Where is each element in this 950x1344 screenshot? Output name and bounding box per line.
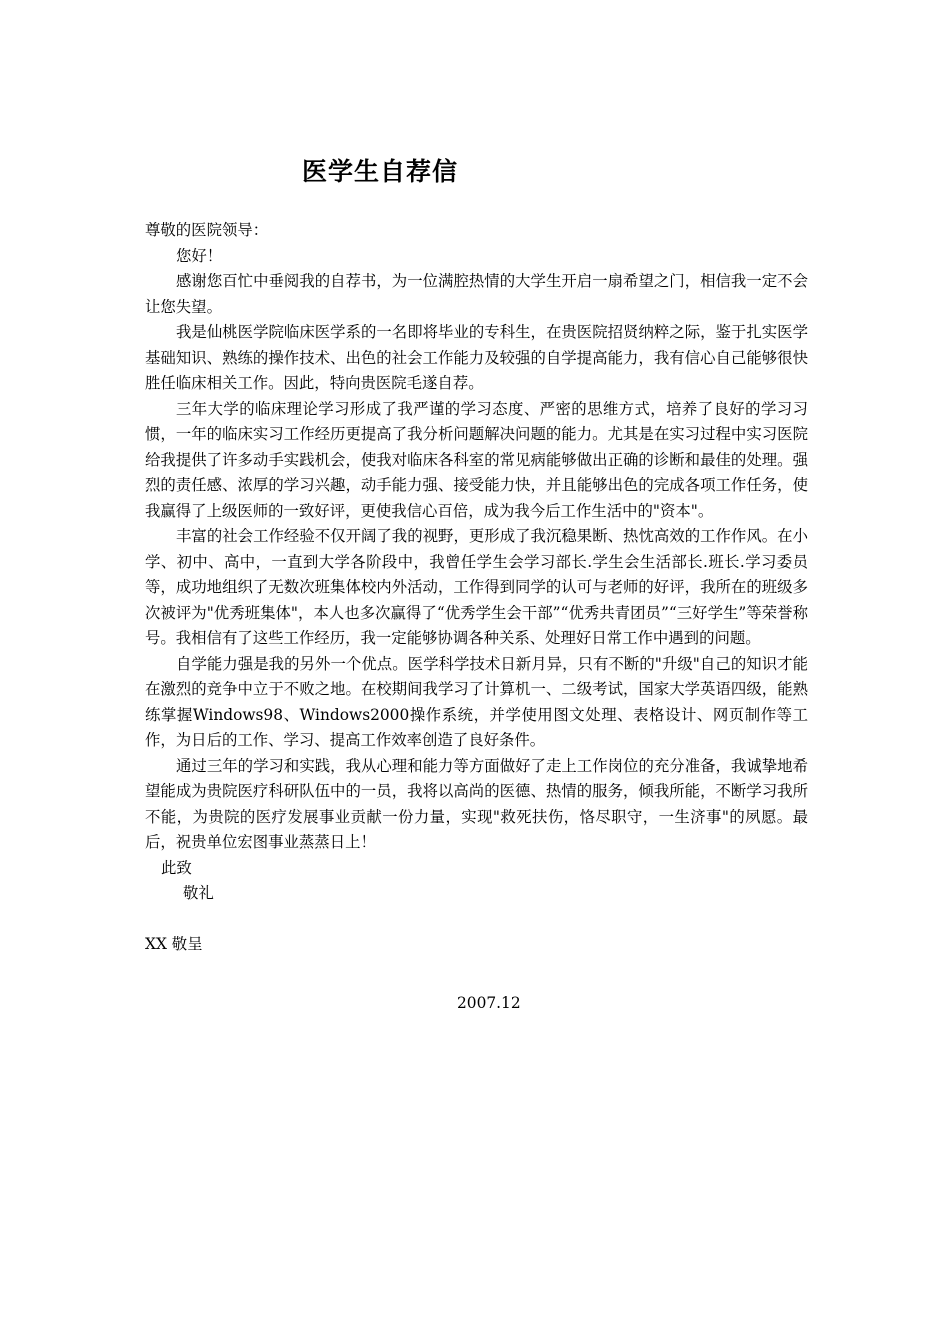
paragraph-introduction: 我是仙桃医学院临床医学系的一名即将毕业的专科生，在贵医院招贤纳粹之际，鉴于扎实医学基础知识、熟练的操作技术、出色的社会工作能力及较强的自学提高能力，我有信心自己能够很快胜任临床相关工作。因此，特向贵医院毛遂自荐。 (145, 323, 808, 392)
paragraph-conclusion: 通过三年的学习和实践，我从心理和能力等方面做好了走上工作岗位的充分准备，我诚挚地希望能成为贵院医疗科研队伍中的一员，我将以高尚的医德、热情的服务，倾我所能，不断学习我所不能，为贵院的医疗发展事业贡献一份力量，实现"救死扶伤，恪尽职守，一生济事"的夙愿。最后，祝贵单位宏图事业蒸蒸日上！ (145, 756, 808, 851)
letter-title: 医学生自荐信 (302, 157, 459, 186)
closing-salute: 敬礼 (183, 884, 214, 902)
spacer (145, 907, 808, 932)
greeting: 您好！ (176, 246, 223, 265)
paragraph-self-learning: 自学能力强是我的另外一个优点。医学科学技术日新月异，只有不断的"升级"自己的知识才能在激烈的竞争中立于不败之地。在校期间我学习了计算机一、二级考试，国家大学英语四级，能熟练掌握Windows98、Windows2000操作系统，并学使用图文处理、表格设计、网页制作等工作，为日后的工作、学习、提高工作效率创造了良好条件。 (145, 654, 808, 749)
letter-date: 2007.12 (457, 994, 521, 1012)
paragraph-study: 三年大学的临床理论学习形成了我严谨的学习态度、严密的思维方式，培养了良好的学习习惯，一年的临床实习工作经历更提高了我分析问题解决问题的能力。尤其是在实习过程中实习医院给我提供了许多动手实践机会，使我对临床各科室的常见病能够做出正确的诊断和最佳的处理。强烈的责任感、浓厚的学习兴趣，动手能力强、接受能力快，并且能够出色的完成各项工作任务，使我赢得了上级医师的一致好评，更使我信心百倍，成为我今后工作生活中的"资本"。 (145, 399, 808, 520)
paragraph-thanks: 感谢您百忙中垂阅我的自荐书，为一位满腔热情的大学生开启一扇希望之门，相信我一定不会让您失望。 (145, 272, 808, 316)
signature: XX 敬呈 (145, 934, 203, 953)
salutation: 尊敬的医院领导： (145, 221, 269, 239)
paragraph-social-work: 丰富的社会工作经验不仅开阔了我的视野，更形成了我沉稳果断、热忱高效的工作作风。在小学、初中、高中，一直到大学各阶段中，我曾任学生会学习部长.学生会生活部长.班长.学习委员等，成功地组织了无数次班集体校内外活动，工作得到同学的认可与老师的好评，我所在的班级多次被评为"优秀班集体"，本人也多次赢得了“优秀学生会干部”“优秀共青团员”“三好学生”等荣誉称号。我相信有了这些工作经历，我一定能够协调各种关系、处理好日常工作中遇到的问题。 (145, 527, 808, 647)
closing-phrase: 此致 (161, 858, 192, 877)
letter-body (145, 218, 808, 957)
